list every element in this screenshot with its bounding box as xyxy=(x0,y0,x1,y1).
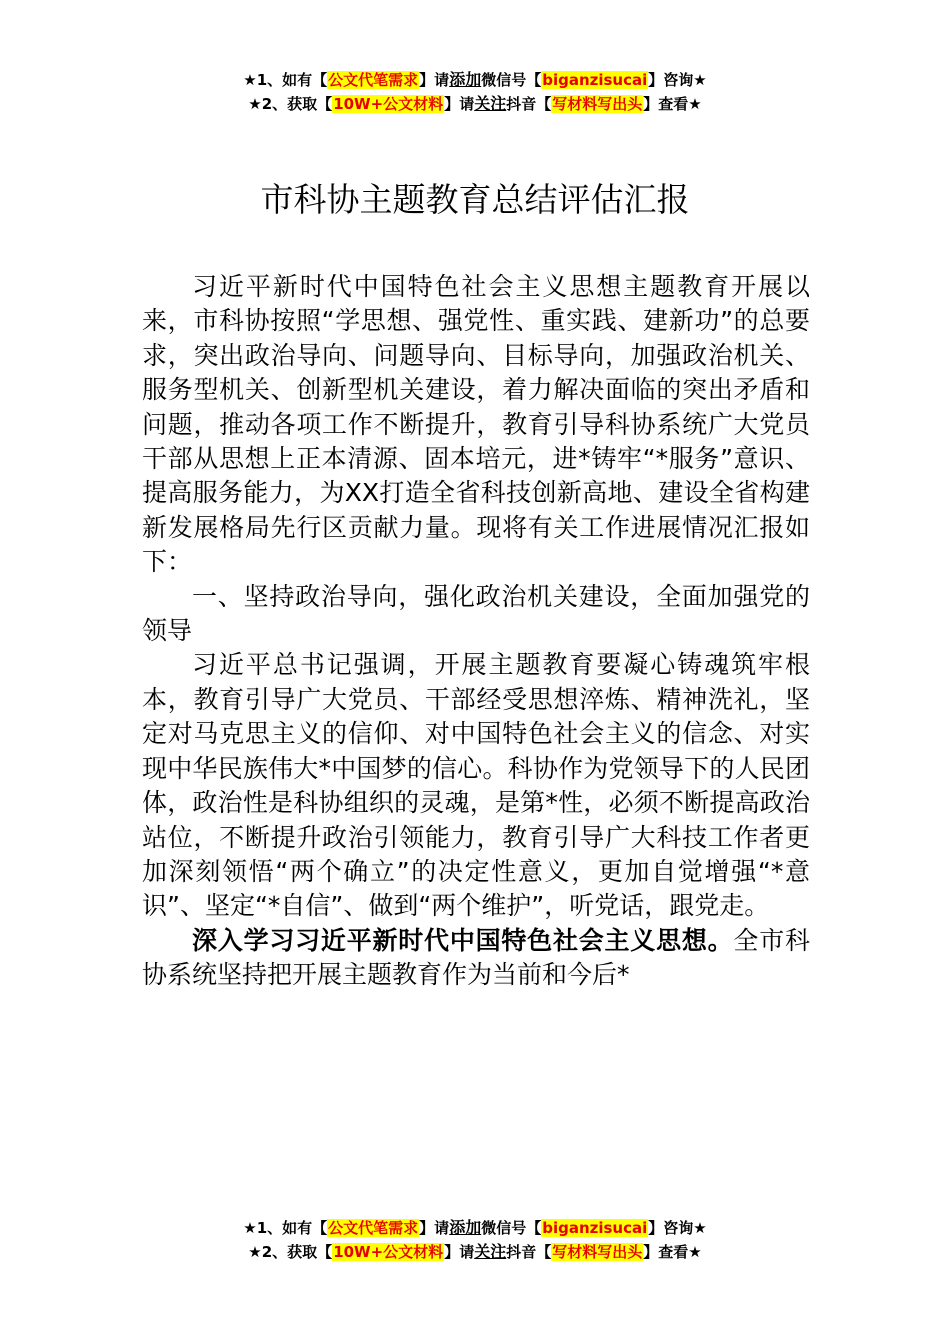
promo-highlight: 写材料写出头 xyxy=(552,1243,643,1261)
promo-text: 】查看★ xyxy=(643,95,702,113)
promo-text: ★1、如有【 xyxy=(243,71,328,89)
document-body xyxy=(142,270,810,993)
paragraph-lead: 深入学习习近平新时代中国特色社会主义思想。 xyxy=(192,925,734,955)
promo-line-1 xyxy=(0,1216,950,1240)
paragraph-last xyxy=(142,924,810,993)
promo-text: 】请 xyxy=(444,1243,475,1261)
promo-footer xyxy=(0,1216,950,1264)
promo-text: 】咨询★ xyxy=(648,71,707,89)
promo-text: 抖音【 xyxy=(506,95,552,113)
promo-text: ★1、如有【 xyxy=(243,1219,328,1237)
promo-highlight: biganzisucai xyxy=(542,71,648,89)
paragraph-intro: 习近平新时代中国特色社会主义思想主题教育开展以来，市科协按照“学思想、强党性、重实践、建新功”的总要求，突出政治导向、问题导向、目标导向，加强政治机关、服务型机关、创新型机关建设，着力解决面临的突出矛盾和问题，推动各项工作不断提升，教育引导科协系统广大党员干部从思想上正本清源、固本培元，进*铸牢“*服务”意识、提高服务能力，为XX打造全省科技创新高地、建设全省构建新发展格局先行区贡献力量。现将有关工作进展情况汇报如下： xyxy=(142,272,810,577)
promo-highlight: 10W+公文材料 xyxy=(333,95,444,113)
promo-text: 】请 xyxy=(419,71,450,89)
document-title: 市科协主题教育总结评估汇报 xyxy=(260,180,690,219)
promo-highlight: 公文代笔需求 xyxy=(328,1219,419,1237)
promo-text: 微信号【 xyxy=(481,1219,542,1237)
promo-underline: 添加 xyxy=(449,1218,482,1237)
promo-line-1 xyxy=(0,68,950,92)
promo-underline: 关注 xyxy=(474,1242,507,1261)
promo-highlight: biganzisucai xyxy=(542,1219,648,1237)
promo-text: ★2、获取【 xyxy=(248,95,333,113)
promo-underline: 添加 xyxy=(449,70,482,89)
promo-text: 】查看★ xyxy=(643,1243,702,1261)
promo-text: 】请 xyxy=(444,95,475,113)
promo-underline: 关注 xyxy=(474,94,507,113)
promo-text: ★2、获取【 xyxy=(248,1243,333,1261)
promo-line-2 xyxy=(0,1240,950,1264)
promo-highlight: 写材料写出头 xyxy=(552,95,643,113)
promo-line-2 xyxy=(0,92,950,116)
paragraph-body: 习近平总书记强调，开展主题教育要凝心铸魂筑牢根本，教育引导广大党员、干部经受思想淬炼、精神洗礼，坚定对马克思主义的信仰、对中国特色社会主义的信念、对实现中华民族伟大*中国梦的信心。科协作为党领导下的人民团体，政治性是科协组织的灵魂，是第*性，必须不断提高政治站位，不断提升政治引领能力，教育引导广大科技工作者更加深刻领悟“两个确立”的决定性意义，更加自觉增强“*意识”、坚定“*自信”、做到“两个维护”，听党话，跟党走。 xyxy=(142,650,810,921)
promo-text: 抖音【 xyxy=(506,1243,552,1261)
paragraph-text: 全市科协系统坚持把开展主题教育作为当前和今后* xyxy=(142,925,810,990)
promo-header xyxy=(0,68,950,116)
section-heading: 一、坚持政治导向，强化政治机关建设，全面加强党的领导 xyxy=(142,581,810,646)
promo-text: 】咨询★ xyxy=(648,1219,707,1237)
promo-highlight: 公文代笔需求 xyxy=(328,71,419,89)
promo-text: 微信号【 xyxy=(481,71,542,89)
promo-highlight: 10W+公文材料 xyxy=(333,1243,444,1261)
promo-text: 】请 xyxy=(419,1219,450,1237)
